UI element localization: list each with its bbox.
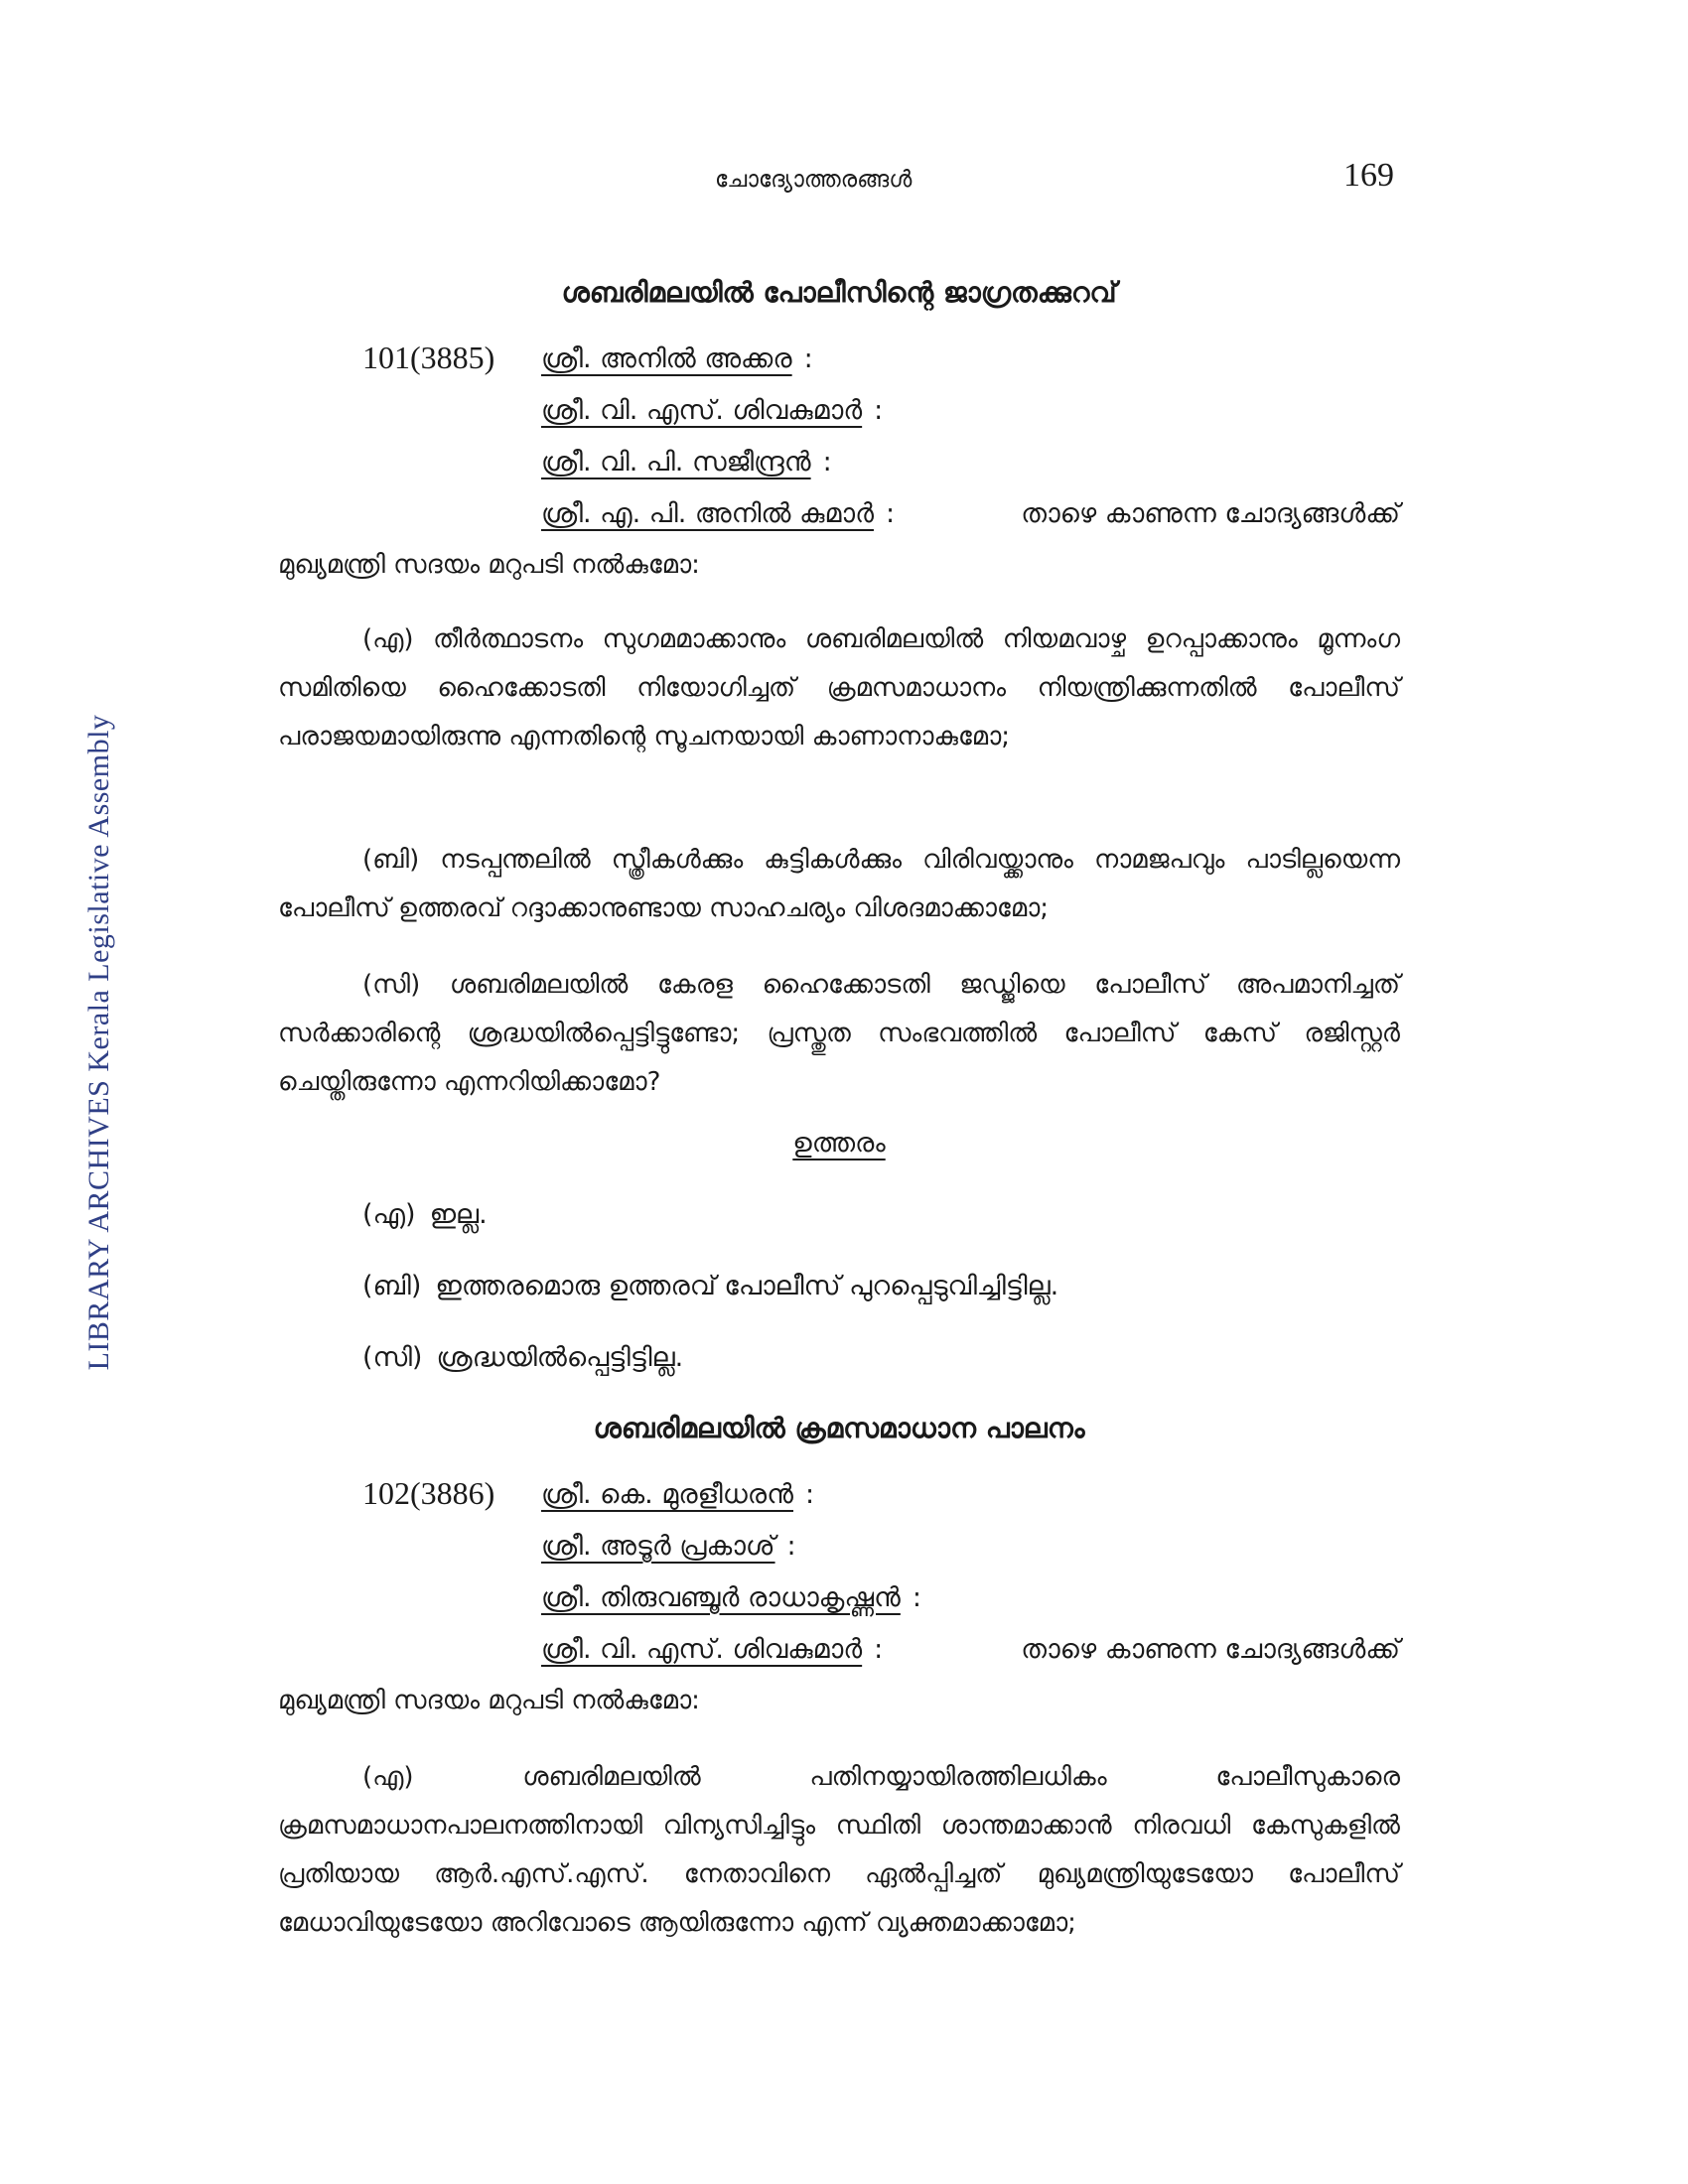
answer-part-a: (എ) ഇല്ല. — [362, 1199, 488, 1230]
member-name: ശ്രീ. അനിൽ അക്കര : — [541, 343, 813, 374]
request-line: മുഖ്യമന്ത്രി സദയം മറുപടി നൽകുമോ: — [278, 1686, 700, 1715]
question-number: 101(3885) — [362, 340, 495, 375]
question-part-a: (എ) ശബരിമലയിൽ പതിനയ്യായിരത്തിലധികം പോലീസുകാരെ ക്രമസമാധാനപാലനത്തിനായി വിന്യസിച്ചിട്ടും സ്ഥിതി ശാന്തമാക്കാൻ നിരവധി കേസുകളിൽ പ്രതിയായ ആർ.എസ്.എസ്. നേതാവിനെ ഏൽപ്പിച്ചത് മുഖ്യമന്ത്രിയുടേയോ പോലീസ് മേധാവിയുടേയോ അറിവോടെ ആയിരുന്നോ എന്ന് വ്യക്തമാക്കാമോ; — [278, 1762, 1400, 1938]
question-part-c: (സി) ശബരിമലയിൽ കേരള ഹൈക്കോടതി ജഡ്ജിയെ പോലീസ് അപമാനിച്ചത് സർക്കാരിന്റെ ശ്രദ്ധയിൽപ്പെട്ടിട്ടുണ്ടോ; പ്രസ്തുത സംഭവത്തിൽ പോലീസ് കേസ് രജിസ്റ്റർ ചെയ്തിരുന്നോ എന്നറിയിക്കാമോ? — [278, 970, 1400, 1097]
member-name-with-request: ശ്രീ. എ. പി. അനിൽ കുമാർ : താഴെ കാണുന്ന ചോദ്യങ്ങൾക്ക് — [541, 498, 1400, 529]
request-line: മുഖ്യമന്ത്രി സദയം മറുപടി നൽകുമോ: — [278, 550, 700, 580]
member-name: ശ്രീ. വി. എസ്. ശിവകുമാർ : — [541, 395, 884, 426]
question-title: ശബരിമലയിൽ പോലീസിന്റെ ജാഗ്രതക്കുറവ് — [561, 276, 1117, 309]
question-part-a: (എ) തീർത്ഥാടനം സുഗമമാക്കാനും ശബരിമലയിൽ നിയമവാഴ്ച ഉറപ്പാക്കാനും മൂന്നംഗ സമിതിയെ ഹൈക്കോടതി നിയോഗിച്ചത് ക്രമസമാധാനം നിയന്ത്രിക്കുന്നതിൽ പോലീസ് പരാജയമായിരുന്നു എന്നതിന്റെ സൂചനയായി കാണാനാകുമോ; — [278, 624, 1400, 751]
answer-part-c: (സി) ശ്രദ്ധയിൽപ്പെട്ടിട്ടില്ല. — [362, 1342, 684, 1373]
running-head: ചോദ്യോത്തരങ്ങൾ — [715, 167, 913, 193]
question-part-b: (ബി) നടപ്പന്തലിൽ സ്ത്രീകൾക്കും കുട്ടികൾക്കും വിരിവയ്ക്കാനും നാമജപവും പാടില്ലയെന്ന പോലീസ് ഉത്തരവ് റദ്ദാക്കാനുണ്ടായ സാഹചര്യം വിശദമാക്കാമോ; — [278, 845, 1400, 923]
question-title: ശബരിമലയിൽ ക്രമസമാധാന പാലനം — [593, 1412, 1085, 1444]
member-name: ശ്രീ. അടൂർ പ്രകാശ് : — [541, 1531, 796, 1562]
archive-watermark: LIBRARY ARCHIVES Kerala Legislative Assembly — [82, 714, 115, 1371]
member-name: ശ്രീ. കെ. മുരളീധരൻ : — [541, 1479, 815, 1510]
page-number: 169 — [1343, 157, 1394, 194]
question-number: 102(3886) — [362, 1475, 495, 1511]
member-name-with-request: ശ്രീ. വി. എസ്. ശിവകുമാർ : താഴെ കാണുന്ന ചോദ്യങ്ങൾക്ക് — [541, 1634, 1400, 1665]
member-name: ശ്രീ. തിരുവഞ്ചൂർ രാധാകൃഷ്ണൻ : — [541, 1582, 921, 1613]
member-name: ശ്രീ. വി. പി. സജീന്ദ്രൻ : — [541, 447, 832, 478]
answer-part-b: (ബി) ഇത്തരമൊരു ഉത്തരവ് പോലീസ് പുറപ്പെടുവിച്ചിട്ടില്ല. — [362, 1271, 1059, 1301]
answer-heading: ഉത്തരം — [792, 1128, 886, 1159]
